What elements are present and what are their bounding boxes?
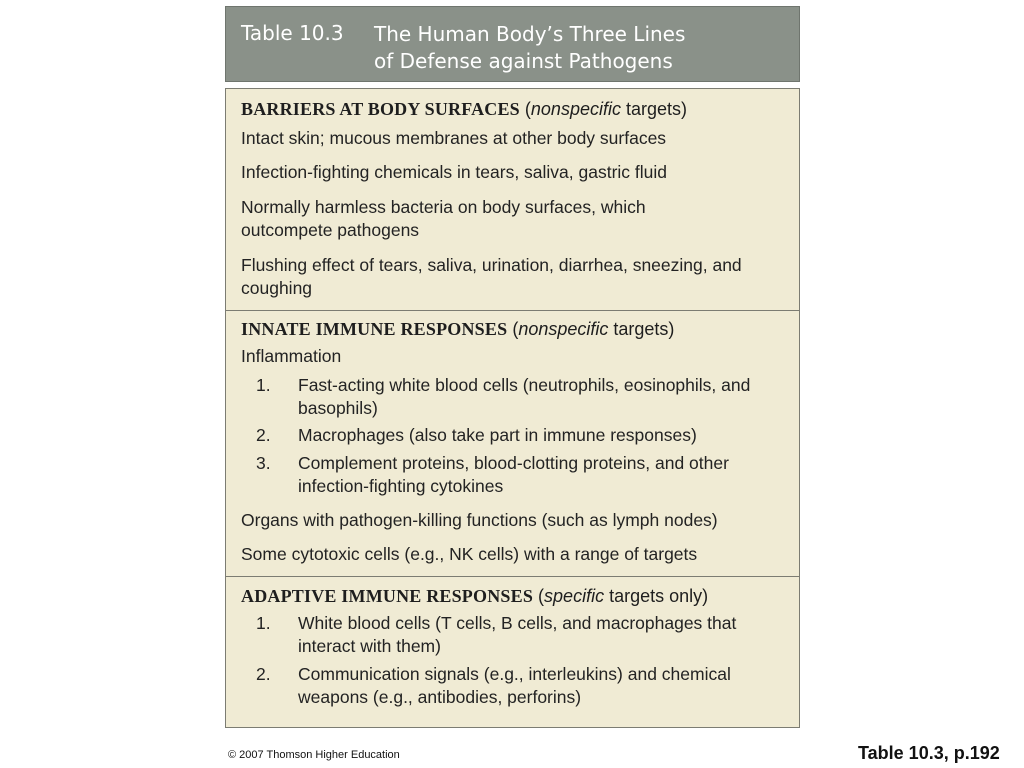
section-adaptive — [226, 577, 799, 727]
section-note: (nonspecific targets) — [507, 319, 675, 339]
section-title: ADAPTIVE IMMUNE RESPONSES — [241, 586, 534, 606]
list-item: Organs with pathogen-killing functions (such as lymph nodes) — [241, 510, 718, 530]
list-item: Intact skin; mucous membranes at other body surfaces — [241, 128, 667, 148]
section-title: INNATE IMMUNE RESPONSES — [241, 319, 508, 339]
section-heading-barriers — [241, 99, 687, 120]
list-item: White blood cells (T cells, B cells, and macrophages that interact with them) — [298, 613, 737, 656]
table-header — [225, 6, 800, 82]
list-item: Flushing effect of tears, saliva, urination, diarrhea, sneezing, and coughing — [241, 255, 742, 298]
list-item: Fast-acting white blood cells (neutrophils, eosinophils, and basophils) — [298, 375, 751, 418]
section-innate — [226, 311, 799, 577]
section-heading-adaptive — [241, 586, 708, 607]
list-number: 1. — [256, 375, 271, 395]
section-heading-innate — [241, 319, 674, 340]
list-number: 3. — [256, 453, 271, 473]
list-number: 2. — [256, 425, 271, 445]
list-item: Macrophages (also take part in immune responses) — [298, 425, 697, 445]
table-title-line-1: The Human Body’s Three Lines — [374, 22, 686, 46]
list-item: Inflammation — [241, 346, 342, 366]
list-item: Complement proteins, blood-clotting proteins, and other infection-fighting cytokines — [298, 453, 729, 496]
section-title: BARRIERS AT BODY SURFACES — [241, 99, 520, 119]
section-note: (specific targets only) — [533, 586, 709, 606]
list-item: Normally harmless bacteria on body surfaces, which outcompete pathogens — [241, 197, 646, 240]
list-number: 1. — [256, 613, 271, 633]
table-number: Table 10.3 — [241, 21, 344, 45]
table-title-line-2: of Defense against Pathogens — [374, 49, 673, 73]
copyright-notice: © 2007 Thomson Higher Education — [228, 749, 400, 761]
page-reference: Table 10.3, p.192 — [858, 743, 1000, 763]
table-body — [225, 88, 800, 728]
list-item: Communication signals (e.g., interleukins) and chemical weapons (e.g., antibodies, perforins) — [298, 664, 731, 707]
table-title — [374, 21, 685, 75]
list-item: Some cytotoxic cells (e.g., NK cells) with a range of targets — [241, 544, 698, 564]
list-number: 2. — [256, 664, 271, 684]
section-barriers — [226, 89, 799, 311]
list-item: Infection-fighting chemicals in tears, saliva, gastric fluid — [241, 162, 668, 182]
section-note: (nonspecific targets) — [519, 99, 687, 119]
